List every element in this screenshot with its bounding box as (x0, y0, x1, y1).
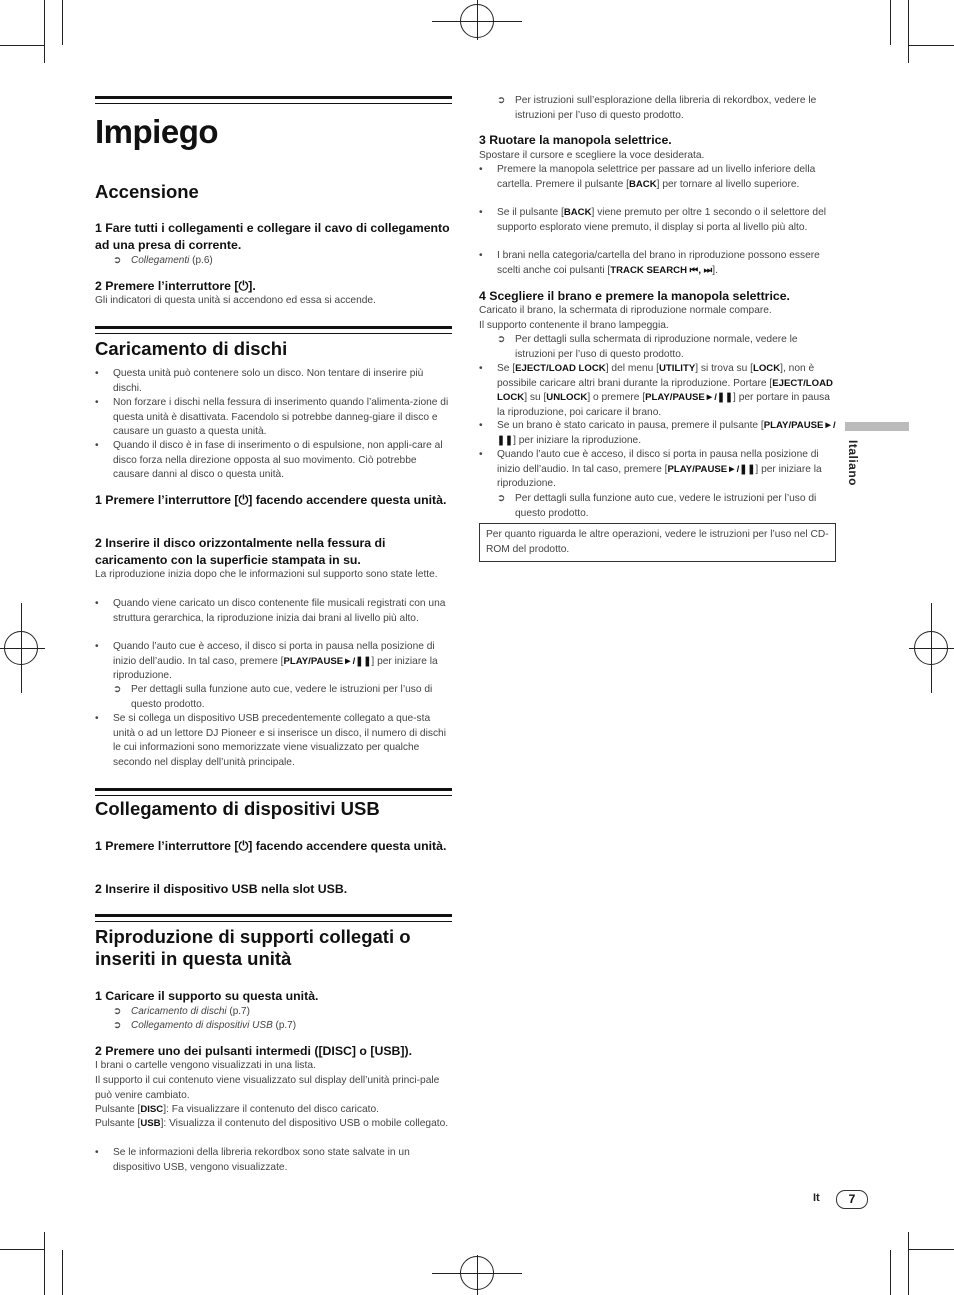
language-code: It (813, 1192, 820, 1204)
crop-mark (931, 603, 932, 693)
reference: ➲ Caricamento di dischi (p.7) (113, 1006, 250, 1017)
crop-mark (62, 0, 63, 45)
crop-mark (890, 0, 891, 45)
body-text: Caricato il brano, la schermata di riproduzione normale compare. (479, 305, 772, 316)
body-text: Pulsante [DISC]: Fa visualizzare il contenuto del disco caricato. (95, 1104, 379, 1115)
sub-note: ➲ Per dettagli sulla funzione auto cue, vedere le istruzioni per l’uso di questo prodotto. (113, 684, 433, 710)
body-text: Il supporto il cui contenuto viene visualizzato sul display dell’unità princi-pale può venire cambiato. (95, 1075, 440, 1101)
section-rule (95, 96, 452, 99)
section-rule (95, 795, 452, 796)
crop-mark (908, 1232, 909, 1295)
reference: ➲ Collegamenti (p.6) (113, 255, 213, 266)
section-rule (95, 788, 452, 791)
bullet-item: • I brani nella categoria/cartella del brano in riproduzione possono essere scelti anche coi pulsanti [TRACK SEARCH ⏮, ⏭]. (479, 250, 820, 276)
note-box: Per quanto riguarda le altre operazioni, vedere le istruzioni per l’uso nel CD-ROM del prodotto. (479, 523, 836, 562)
crop-mark (0, 648, 45, 649)
body-text: La riproduzione inizia dopo che le informazioni sul supporto sono state lette. (95, 569, 438, 580)
crop-mark (909, 45, 954, 46)
body-text: Pulsante [USB]: Visualizza il contenuto del dispositivo USB o mobile collegato. (95, 1118, 449, 1129)
bullet-item: • Se [EJECT/LOAD LOCK] del menu [UTILITY] si trova su [LOCK], non è possibile caricare altri brani durante la riproduzione. Portare [EJECT/LOAD LOCK] su [UNLOCK] o premere [PLAY/PAUSE►/❚❚] per portare in pausa la riproduzione, poi caricare il brano. (479, 363, 833, 418)
crop-mark (62, 1250, 63, 1295)
crop-mark (908, 0, 909, 63)
bullet-item: • Questa unità può contenere solo un disco. Non tentare di inserire più dischi. (95, 368, 424, 394)
bullet-item: • Quando l’auto cue è acceso, il disco si porta in pausa nella posizione di inizio dell’audio. In tal caso, premere [PLAY/PAUSE►/❚❚] per iniziare la riproduzione. (95, 641, 438, 681)
crop-mark (477, 0, 478, 40)
crop-mark (21, 603, 22, 693)
body-text: I brani o cartelle vengono visualizzati in una lista. (95, 1060, 316, 1071)
bullet-item: • Se un brano è stato caricato in pausa, premere il pulsante [PLAY/PAUSE►/❚❚] per iniziare la riproduzione. (479, 420, 836, 446)
bullet-item: • Se le informazioni della libreria rekordbox sono state salvate in un dispositivo USB, vengono visualizzate. (95, 1147, 410, 1173)
crop-mark (0, 45, 45, 46)
section-rule (95, 333, 452, 334)
sub-note: ➲ Per istruzioni sull’esplorazione della libreria di rekordbox, vedere le istruzioni per l’uso di questo prodotto. (497, 95, 817, 121)
language-tab: Italiano (846, 440, 860, 487)
step: 2 Inserire il disco orizzontalmente nella fessura di caricamento con la superficie stampata in su. (95, 536, 386, 567)
step: 2 Premere uno dei pulsanti intermedi ([DISC] o [USB]). (95, 1044, 413, 1058)
bullet-item: • Quando viene caricato un disco contenente file musicali registrati con una struttura gerarchica, la riproduzione inizia dai brani al livello più alto. (95, 598, 446, 624)
sub-note: ➲ Per dettagli sulla funzione auto cue, vedere le istruzioni per l’uso di questo prodotto. (497, 493, 817, 519)
language-tab-bar (845, 422, 909, 431)
crop-mark (44, 1232, 45, 1295)
step: 4 Scegliere il brano e premere la manopola selettrice. (479, 289, 790, 303)
body-text: Spostare il cursore e scegliere la voce desiderata. (479, 150, 705, 161)
bullet-item: • Quando il disco è in fase di inserimento o di espulsione, non appli-care al disco forza nella direzione opposta al suo movimento. Ciò potrebbe causare danni al disco o questa unità. (95, 440, 443, 480)
section-rule (95, 103, 452, 104)
bullet-item: • Non forzare i dischi nella fessura di inserimento quando l’alimenta-zione di questa unità è disattivata. Facendolo si potrebbe danneg-giare il disco e causare un guasto a questa unità. (95, 397, 449, 437)
body-text: Gli indicatori di questa unità si accendono ed essa si accende. (95, 295, 376, 306)
bullet-item: • Se si collega un dispositivo USB precedentemente collegato a que-sta unità o ad un lettore DJ Pioneer e si inserisce un disco, il numero di dischi le cui informazioni sono memorizzate viene visualizzato per qualche secondo nel display dell’unità principale. (95, 713, 446, 768)
reference: ➲ Collegamento di dispositivi USB (p.7) (113, 1020, 297, 1031)
crop-mark (44, 0, 45, 63)
heading-caricamento: Caricamento di dischi (95, 338, 288, 359)
step: 1 Caricare il supporto su questa unità. (95, 989, 319, 1003)
bullet-item: • Premere la manopola selettrice per passare ad un livello inferiore della cartella. Premere il pulsante [BACK] per tornare al livello superiore. (479, 164, 816, 190)
crop-mark (477, 1255, 478, 1295)
step: 2 Premere l’interruttore [⏻]. (95, 279, 256, 293)
crop-mark (909, 1249, 954, 1250)
page-title: Impiego (95, 113, 219, 150)
body-text: Il supporto contenente il brano lampeggia. (479, 320, 669, 331)
step: 3 Ruotare la manopola selettrice. (479, 133, 672, 147)
sub-note: ➲ Per dettagli sulla schermata di riproduzione normale, vedere le istruzioni per l’uso di questo prodotto. (497, 334, 798, 360)
step: 1 Fare tutti i collegamenti e collegare il cavo di collegamento ad una presa di corrente. (95, 221, 450, 252)
step: 1 Premere l’interruttore [⏻] facendo accendere questa unità. (95, 839, 447, 853)
section-rule (95, 921, 452, 922)
bullet-item: • Quando l’auto cue è acceso, il disco si porta in pausa nella posizione di inizio dell’audio. In tal caso, premere [PLAY/PAUSE►/❚❚] per iniziare la riproduzione. (479, 449, 822, 489)
step: 2 Inserire il dispositivo USB nella slot USB. (95, 882, 348, 896)
section-rule (95, 914, 452, 917)
section-rule (95, 326, 452, 329)
crop-mark (0, 1249, 45, 1250)
crop-mark (890, 1250, 891, 1295)
bullet-item: • Se il pulsante [BACK] viene premuto per oltre 1 secondo o il selettore del supporto esplorato viene premuto, il display si porta al livello più alto. (479, 207, 826, 233)
heading-usb: Collegamento di dispositivi USB (95, 798, 380, 819)
step: 1 Premere l’interruttore [⏻] facendo accendere questa unità. (95, 493, 447, 507)
heading-accensione: Accensione (95, 181, 199, 202)
page-number: 7 (836, 1190, 868, 1209)
heading-riproduzione: Riproduzione di supporti collegati o inseriti in questa unità (95, 926, 411, 969)
